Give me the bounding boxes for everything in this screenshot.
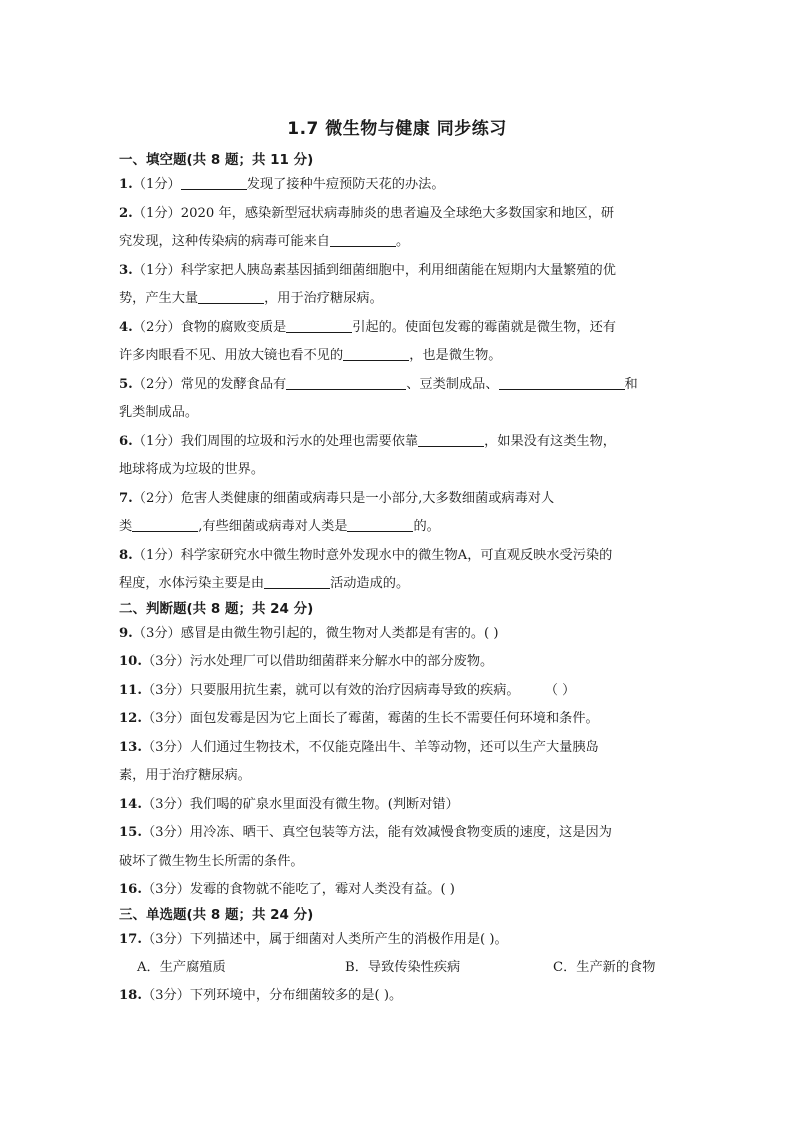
question-text: 地球将成为垃圾的世界。 — [119, 462, 265, 477]
question-11 — [119, 677, 675, 706]
question-17 — [119, 926, 675, 955]
answer-blank[interactable] — [347, 517, 413, 532]
question-number: 17. — [119, 931, 142, 947]
question-7 — [119, 485, 675, 542]
question-text: 用冷冻、晒干、真空包装等方法，能有效减慢食物变质的速度，这是因为 — [189, 825, 612, 840]
answer-blank[interactable] — [286, 375, 406, 390]
question-2 — [119, 200, 675, 257]
question-5 — [119, 371, 675, 428]
question-text: 危害人类健康的细菌或病毒只是一小部分,大多数细菌或病毒对人 — [180, 490, 555, 506]
question-text: 的。 — [413, 519, 440, 534]
answer-blank[interactable] — [286, 318, 352, 333]
question-text: 发霉的食物就不能吃了，霉对人类没有益。( ) — [189, 882, 455, 897]
question-number: 4. — [119, 319, 133, 335]
question-number: 1. — [119, 177, 133, 192]
question-10 — [119, 648, 675, 677]
question-text: 活动造成的。 — [330, 576, 410, 591]
question-text: 和 — [624, 376, 638, 392]
question-text: 感冒是由微生物引起的，微生物对人类都是有害的。( ) — [180, 625, 499, 641]
answer-blank[interactable] — [181, 175, 247, 190]
question-text: 人们通过生物技术，不仅能克隆出牛、羊等动物，还可以生产大量胰岛 — [189, 739, 599, 755]
question-text: 势，产生大量 — [119, 291, 199, 306]
question-text: 、豆类制成品、 — [406, 376, 499, 392]
question-number: 5. — [119, 376, 133, 392]
question-text: 面包发霉是因为它上面长了霉菌，霉菌的生长不需要任何环境和条件。 — [189, 711, 599, 726]
question-text: 2020 年，感染新型冠状病毒肺炎的患者遍及全球绝大多数国家和地区，研 — [180, 205, 615, 221]
question-text: 常见的发酵食品有 — [180, 376, 287, 392]
question-text: 类 — [119, 519, 133, 534]
answer-blank[interactable] — [132, 517, 198, 532]
question-score: （1分） — [132, 547, 181, 563]
question-text: 污水处理厂可以借助细菌群来分解水中的部分废物。 — [189, 654, 494, 669]
question-number: 14. — [119, 796, 142, 812]
section-heading-fill-blank: 一、填空题(共 8 题；共 11 分) — [119, 152, 314, 168]
worksheet-content — [119, 150, 675, 1011]
question-score: （3分） — [141, 682, 190, 698]
question-score: （3分） — [141, 654, 190, 669]
question-17-options — [119, 954, 675, 982]
question-text: 乳类制成品。 — [119, 405, 199, 420]
question-1 — [119, 171, 675, 200]
question-text: 引起的。使面包发霉的霉菌就是微生物，还有 — [352, 319, 616, 335]
question-text: 食物的腐败变质是 — [180, 319, 287, 335]
question-score: （3分） — [141, 739, 190, 755]
question-number: 3. — [119, 262, 133, 278]
question-number: 7. — [119, 490, 133, 506]
question-3 — [119, 257, 675, 314]
question-9 — [119, 620, 675, 649]
question-text: 素，用于治疗糖尿病。 — [119, 768, 251, 783]
question-score: （3分） — [141, 825, 190, 840]
question-text: ，如果没有这类生物， — [484, 433, 616, 449]
answer-blank[interactable] — [264, 574, 330, 589]
answer-parentheses[interactable]: （ ） — [544, 682, 576, 698]
question-text: 程度，水体污染主要是由 — [119, 576, 265, 591]
question-number: 6. — [119, 433, 133, 449]
question-text: 。 — [396, 234, 410, 249]
question-text: 下列描述中，属于细菌对人类所产生的消极作用是( )。 — [189, 931, 508, 947]
question-16 — [119, 876, 675, 905]
question-number: 10. — [119, 654, 142, 669]
option-b[interactable]: B．导致传染性疾病 — [345, 960, 461, 975]
question-text: 下列环境中，分布细菌较多的是( )。 — [189, 988, 403, 1003]
question-number: 12. — [119, 711, 142, 726]
question-score: （3分） — [141, 711, 190, 726]
question-score: （2分） — [132, 319, 181, 335]
question-score: （2分） — [132, 490, 181, 506]
question-score: （3分） — [141, 931, 190, 947]
question-number: 2. — [119, 205, 133, 221]
question-text: 只要服用抗生素，就可以有效的治疗因病毒导致的疾病。 — [189, 682, 520, 698]
question-score: （3分） — [141, 796, 190, 812]
question-number: 16. — [119, 882, 142, 897]
question-score: （2分） — [132, 376, 181, 392]
question-14 — [119, 791, 675, 820]
question-13 — [119, 734, 675, 791]
question-text: 发现了接种牛痘预防天花的办法。 — [246, 177, 445, 192]
section-heading-true-false: 二、判断题(共 8 题；共 24 分) — [119, 600, 314, 617]
question-number: 9. — [119, 625, 133, 641]
question-score: （1分） — [132, 177, 181, 192]
answer-blank[interactable] — [198, 289, 264, 304]
answer-blank[interactable] — [499, 375, 625, 390]
question-score: （3分） — [132, 625, 181, 641]
question-8 — [119, 542, 675, 599]
question-score: （1分） — [132, 205, 181, 221]
question-text: 破坏了微生物生长所需的条件。 — [119, 853, 304, 869]
page-title: 1.7 微生物与健康 同步练习 — [287, 119, 507, 139]
option-c[interactable]: C．生产新的食物 — [553, 960, 656, 975]
question-text: 科学家把人胰岛素基因插到细菌细胞中，利用细菌能在短期内大量繁殖的优 — [180, 262, 616, 278]
answer-blank[interactable] — [330, 232, 396, 247]
question-text: 我们喝的矿泉水里面没有微生物。(判断对错） — [189, 796, 459, 812]
question-text: ，也是微生物。 — [409, 348, 502, 363]
question-number: 8. — [119, 547, 133, 563]
question-text: 我们周围的垃圾和污水的处理也需要依靠 — [180, 433, 419, 449]
question-number: 11. — [119, 682, 142, 698]
question-number: 15. — [119, 825, 142, 840]
question-text: 许多肉眼看不见、用放大镜也看不见的 — [119, 348, 344, 363]
answer-blank[interactable] — [343, 346, 409, 361]
question-6 — [119, 428, 675, 485]
question-text: 科学家研究水中微生物时意外发现水中的微生物A，可直观反映水受污染的 — [180, 547, 613, 563]
question-12 — [119, 705, 675, 734]
question-score: （3分） — [141, 882, 190, 897]
question-4 — [119, 314, 675, 371]
option-a[interactable]: A．生产腐殖质 — [137, 960, 226, 975]
question-number: 18. — [119, 988, 142, 1003]
question-15 — [119, 819, 675, 876]
question-score: （1分） — [132, 262, 181, 278]
answer-blank[interactable] — [418, 432, 484, 447]
section-heading-single-choice: 三、单选题(共 8 题；共 24 分) — [119, 906, 314, 923]
question-text: ,有些细菌或病毒对人类是 — [198, 519, 348, 534]
question-text: ，用于治疗糖尿病。 — [264, 291, 383, 306]
question-text: 究发现，这种传染病的病毒可能来自 — [119, 234, 330, 249]
question-score: （3分） — [141, 988, 190, 1003]
question-score: （1分） — [132, 433, 181, 449]
question-number: 13. — [119, 739, 142, 755]
question-18 — [119, 982, 675, 1011]
